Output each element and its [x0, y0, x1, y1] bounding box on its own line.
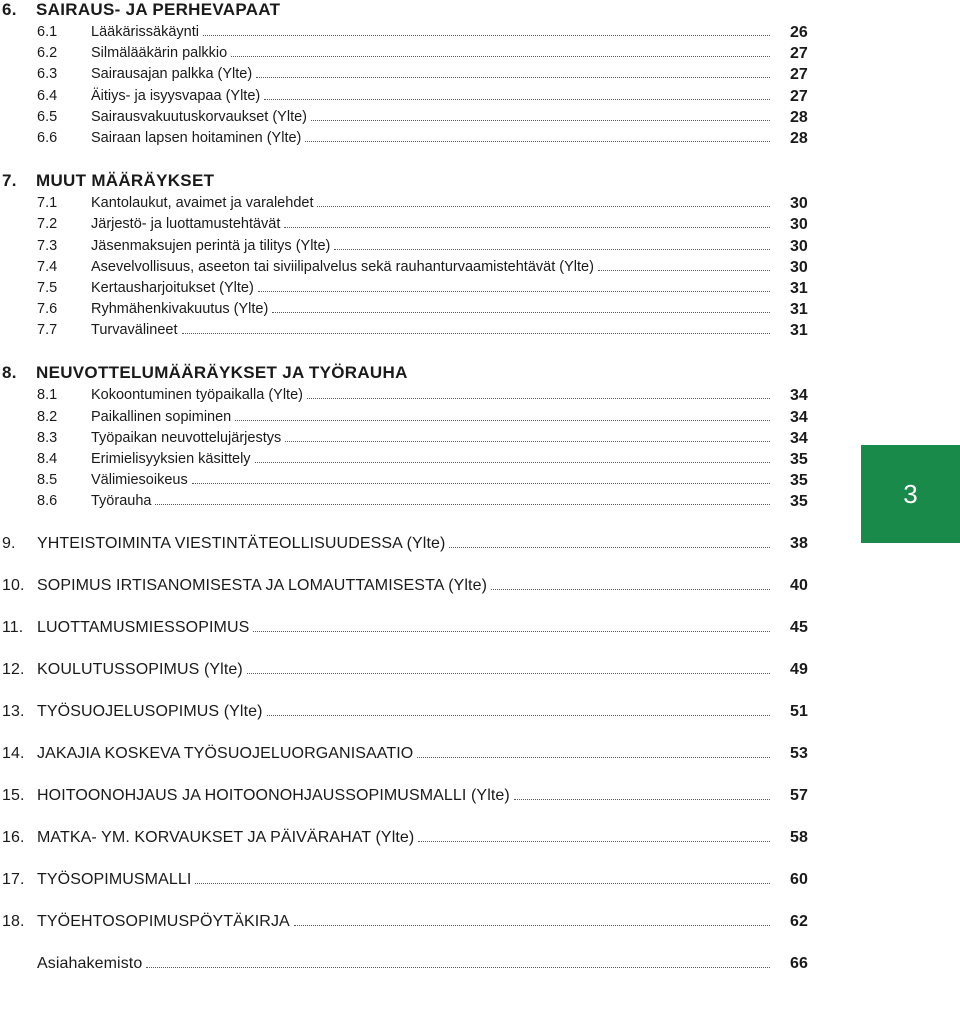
section-heading[interactable]: [0, 535, 960, 556]
entry-page-number: 28: [790, 108, 808, 126]
section-title: LUOTTAMUSMIESSOPIMUS: [37, 618, 250, 636]
toc-entry[interactable]: [0, 24, 960, 45]
dot-leader: [195, 883, 770, 884]
toc-section: [0, 619, 960, 640]
entry-label: Silmälääkärin palkkio: [91, 45, 228, 62]
section-label-wrap: [37, 619, 772, 637]
entry-label: Kertausharjoitukset (Ylte): [91, 279, 254, 296]
entry-label-wrap: [91, 109, 772, 125]
toc-entry[interactable]: [0, 451, 960, 472]
toc-section: [0, 577, 960, 598]
section-label-wrap: [37, 745, 772, 763]
section-title: HOITOONOHJAUS JA HOITOONOHJAUSSOPIMUSMALLI (Ylte): [37, 786, 510, 804]
entry-number: 7.3: [37, 237, 58, 254]
section-number: 13.: [2, 702, 25, 720]
section-page-number: 53: [790, 744, 808, 762]
entry-label: Erimielisyyksien käsittely: [91, 451, 251, 467]
section-page-number: 66: [790, 954, 808, 972]
entry-label-wrap: [91, 387, 772, 403]
section-heading[interactable]: [0, 871, 960, 892]
entry-number: 8.3: [37, 429, 58, 446]
entry-number: 8.4: [37, 451, 58, 467]
entry-number: 8.2: [37, 408, 58, 425]
entry-label: Välimiesoikeus: [91, 472, 188, 489]
entry-label-wrap: [91, 451, 772, 467]
toc-entry[interactable]: [0, 430, 960, 451]
chapter-tab: [861, 445, 960, 543]
dot-leader: [307, 398, 770, 399]
toc-entry[interactable]: [0, 45, 960, 66]
entry-page-number: 27: [790, 45, 808, 63]
section-number: 6.: [2, 0, 17, 19]
toc-section: [0, 955, 960, 976]
toc-entry[interactable]: [0, 130, 960, 151]
dot-leader: [285, 441, 770, 442]
section-heading[interactable]: [0, 829, 960, 850]
dot-leader: [514, 799, 770, 800]
dot-leader: [334, 249, 770, 250]
section-page-number: 62: [790, 912, 808, 930]
toc-section: [0, 171, 960, 343]
section-title: JAKAJIA KOSKEVA TYÖSUOJELUORGANISAATIO: [37, 744, 414, 762]
entry-number: 6.3: [37, 66, 58, 83]
section-number: 10.: [2, 576, 25, 594]
dot-leader: [192, 483, 770, 484]
entry-page-number: 35: [790, 472, 808, 490]
entry-number: 6.1: [37, 24, 58, 40]
section-page-number: 38: [790, 534, 808, 552]
entry-page-number: 34: [790, 387, 808, 405]
section-heading[interactable]: [0, 619, 960, 640]
section-page-number: 60: [790, 870, 808, 888]
dot-leader: [155, 504, 770, 505]
toc-entry[interactable]: [0, 472, 960, 493]
section-number: 17.: [2, 870, 25, 888]
entry-page-number: 35: [790, 493, 808, 511]
entry-page-number: 28: [790, 129, 808, 147]
section-heading[interactable]: [0, 577, 960, 598]
section-heading[interactable]: [0, 787, 960, 808]
entry-page-number: 34: [790, 429, 808, 447]
toc-entry[interactable]: [0, 216, 960, 237]
entry-label: Kantolaukut, avaimet ja varalehdet: [91, 195, 314, 212]
entry-label-wrap: [91, 238, 772, 254]
entry-label-wrap: [91, 301, 772, 317]
section-heading[interactable]: [0, 363, 960, 387]
entry-page-number: 34: [790, 408, 808, 426]
dot-leader: [264, 99, 770, 100]
entry-number: 8.6: [37, 493, 58, 510]
section-title: Asiahakemisto: [37, 954, 143, 972]
toc-section: [0, 913, 960, 934]
toc-entry[interactable]: [0, 493, 960, 514]
entry-label: Turvavälineet: [91, 322, 178, 339]
toc-entry[interactable]: [0, 301, 960, 322]
section-label-wrap: [37, 535, 772, 553]
entry-label-wrap: [91, 45, 772, 61]
toc-entry[interactable]: [0, 387, 960, 408]
section-page-number: 49: [790, 660, 808, 678]
section-page-number: 40: [790, 576, 808, 594]
dot-leader: [317, 206, 770, 207]
dot-leader: [247, 673, 770, 674]
entry-label-wrap: [91, 493, 772, 509]
dot-leader: [449, 547, 770, 548]
dot-leader: [255, 462, 770, 463]
entry-page-number: 30: [790, 258, 808, 276]
section-title: YHTEISTOIMINTA VIESTINTÄTEOLLISUUDESSA (Ylte): [37, 534, 446, 552]
dot-leader: [231, 56, 770, 57]
entry-label-wrap: [91, 280, 772, 296]
entry-label: Äitiys- ja isyysvapaa (Ylte): [91, 87, 261, 104]
section-heading[interactable]: [0, 955, 960, 976]
toc-entry[interactable]: [0, 238, 960, 259]
section-number: 15.: [2, 786, 25, 804]
toc-entry[interactable]: [0, 88, 960, 109]
section-title: TYÖSOPIMUSMALLI: [37, 870, 192, 888]
entry-label: Paikallinen sopiminen: [91, 408, 232, 425]
section-number: 7.: [2, 171, 17, 191]
dot-leader: [256, 77, 770, 78]
entry-page-number: 30: [790, 195, 808, 213]
entry-label: Jäsenmaksujen perintä ja tilitys (Ylte): [91, 237, 331, 254]
entry-label-wrap: [91, 430, 772, 446]
dot-leader: [258, 291, 770, 292]
section-title: NEUVOTTELUMÄÄRÄYKSET JA TYÖRAUHA: [36, 363, 408, 383]
section-title: TYÖEHTOSOPIMUSPÖYTÄKIRJA: [37, 912, 290, 930]
entry-label-wrap: [91, 216, 772, 232]
entry-page-number: 31: [790, 301, 808, 319]
toc-entry[interactable]: [0, 66, 960, 87]
section-label-wrap: [37, 871, 772, 889]
section-title: TYÖSUOJELUSOPIMUS (Ylte): [37, 702, 263, 720]
section-page-number: 45: [790, 618, 808, 636]
chapter-tab-label: 3: [903, 478, 918, 509]
section-number: 9.: [2, 534, 16, 552]
dot-leader: [253, 631, 770, 632]
dot-leader: [311, 120, 770, 121]
section-heading[interactable]: [0, 745, 960, 766]
entry-page-number: 30: [790, 237, 808, 255]
toc-section: [0, 745, 960, 766]
section-number: 16.: [2, 828, 25, 846]
dot-leader: [235, 420, 770, 421]
entry-label: Lääkärissäkäynti: [91, 24, 199, 40]
toc-section: [0, 787, 960, 808]
entry-number: 7.2: [37, 216, 58, 233]
dot-leader: [294, 925, 770, 926]
entry-number: 6.2: [37, 45, 58, 62]
entry-label-wrap: [91, 409, 772, 425]
entry-number: 8.1: [37, 387, 58, 404]
section-label-wrap: [37, 955, 772, 973]
entry-label-wrap: [91, 130, 772, 146]
entry-page-number: 35: [790, 451, 808, 468]
entry-page-number: 27: [790, 87, 808, 105]
dot-leader: [146, 967, 770, 968]
dot-leader: [267, 715, 770, 716]
toc-section: [0, 0, 960, 151]
section-label-wrap: [37, 829, 772, 847]
section-heading[interactable]: [0, 171, 960, 195]
dot-leader: [418, 841, 770, 842]
toc-entry[interactable]: [0, 322, 960, 343]
section-heading[interactable]: [0, 913, 960, 934]
entry-number: 7.7: [37, 322, 58, 339]
toc-section: [0, 661, 960, 682]
toc-section: [0, 871, 960, 892]
entry-label: Kokoontuminen työpaikalla (Ylte): [91, 387, 303, 404]
toc-entry[interactable]: [0, 409, 960, 430]
entry-number: 8.5: [37, 472, 58, 489]
section-heading[interactable]: [0, 661, 960, 682]
entry-number: 7.5: [37, 279, 58, 296]
entry-label-wrap: [91, 322, 772, 338]
dot-leader: [203, 35, 770, 36]
entry-label: Järjestö- ja luottamustehtävät: [91, 216, 281, 233]
entry-number: 7.4: [37, 258, 58, 275]
entry-page-number: 27: [790, 66, 808, 84]
entry-page-number: 31: [790, 322, 808, 340]
section-label-wrap: [37, 913, 772, 931]
toc-entry[interactable]: [0, 280, 960, 301]
toc-entry[interactable]: [0, 195, 960, 216]
entry-label: Työpaikan neuvottelujärjestys: [91, 429, 282, 446]
toc-entry[interactable]: [0, 259, 960, 280]
entry-label-wrap: [91, 259, 772, 275]
section-title: SOPIMUS IRTISANOMISESTA JA LOMAUTTAMISESTA (Ylte): [37, 576, 488, 594]
dot-leader: [305, 141, 770, 142]
section-page-number: 57: [790, 786, 808, 804]
section-number: 8.: [2, 363, 17, 383]
section-label-wrap: [37, 703, 772, 721]
section-title: SAIRAUS- JA PERHEVAPAAT: [36, 0, 281, 19]
entry-label: Työrauha: [91, 493, 152, 510]
entry-label: Sairausajan palkka (Ylte): [91, 66, 253, 83]
section-number: 14.: [2, 744, 25, 762]
entry-label: Ryhmähenkivakuutus (Ylte): [91, 301, 269, 318]
dot-leader: [272, 312, 770, 313]
entry-page-number: 31: [790, 279, 808, 297]
entry-number: 7.1: [37, 195, 58, 212]
entry-number: 7.6: [37, 301, 58, 318]
entry-label: Sairausvakuutuskorvaukset (Ylte): [91, 108, 307, 125]
section-number: 18.: [2, 912, 25, 930]
section-label-wrap: [37, 787, 772, 805]
section-page-number: 58: [790, 828, 808, 846]
toc-section: [0, 363, 960, 514]
section-page-number: 51: [790, 702, 808, 720]
toc-entry[interactable]: [0, 109, 960, 130]
toc-section: [0, 703, 960, 724]
dot-leader: [491, 589, 770, 590]
entry-number: 6.5: [37, 108, 58, 125]
entry-label: Asevelvollisuus, aseeton tai siviilipalvelus sekä rauhanturvaamistehtävät (Ylte): [91, 258, 594, 275]
entry-label-wrap: [91, 472, 772, 488]
section-label-wrap: [37, 577, 772, 595]
entry-label: Sairaan lapsen hoitaminen (Ylte): [91, 129, 302, 146]
section-number: 12.: [2, 660, 25, 678]
section-title: MATKA- YM. KORVAUKSET JA PÄIVÄRAHAT (Ylte): [37, 828, 415, 846]
dot-leader: [182, 333, 770, 334]
entry-number: 6.6: [37, 129, 58, 146]
entry-label-wrap: [91, 24, 772, 40]
section-title: KOULUTUSSOPIMUS (Ylte): [37, 660, 243, 678]
section-heading[interactable]: [0, 703, 960, 724]
toc-section: [0, 829, 960, 850]
entry-label-wrap: [91, 195, 772, 211]
entry-number: 6.4: [37, 87, 58, 104]
toc-section: [0, 535, 960, 556]
dot-leader: [417, 757, 770, 758]
entry-page-number: 26: [790, 24, 808, 41]
dot-leader: [284, 227, 770, 228]
dot-leader: [598, 270, 770, 271]
entry-label-wrap: [91, 88, 772, 104]
entry-page-number: 30: [790, 216, 808, 234]
section-heading[interactable]: [0, 0, 960, 24]
entry-label-wrap: [91, 66, 772, 82]
section-label-wrap: [37, 661, 772, 679]
section-number: 11.: [2, 618, 24, 636]
section-title: MUUT MÄÄRÄYKSET: [36, 171, 215, 191]
